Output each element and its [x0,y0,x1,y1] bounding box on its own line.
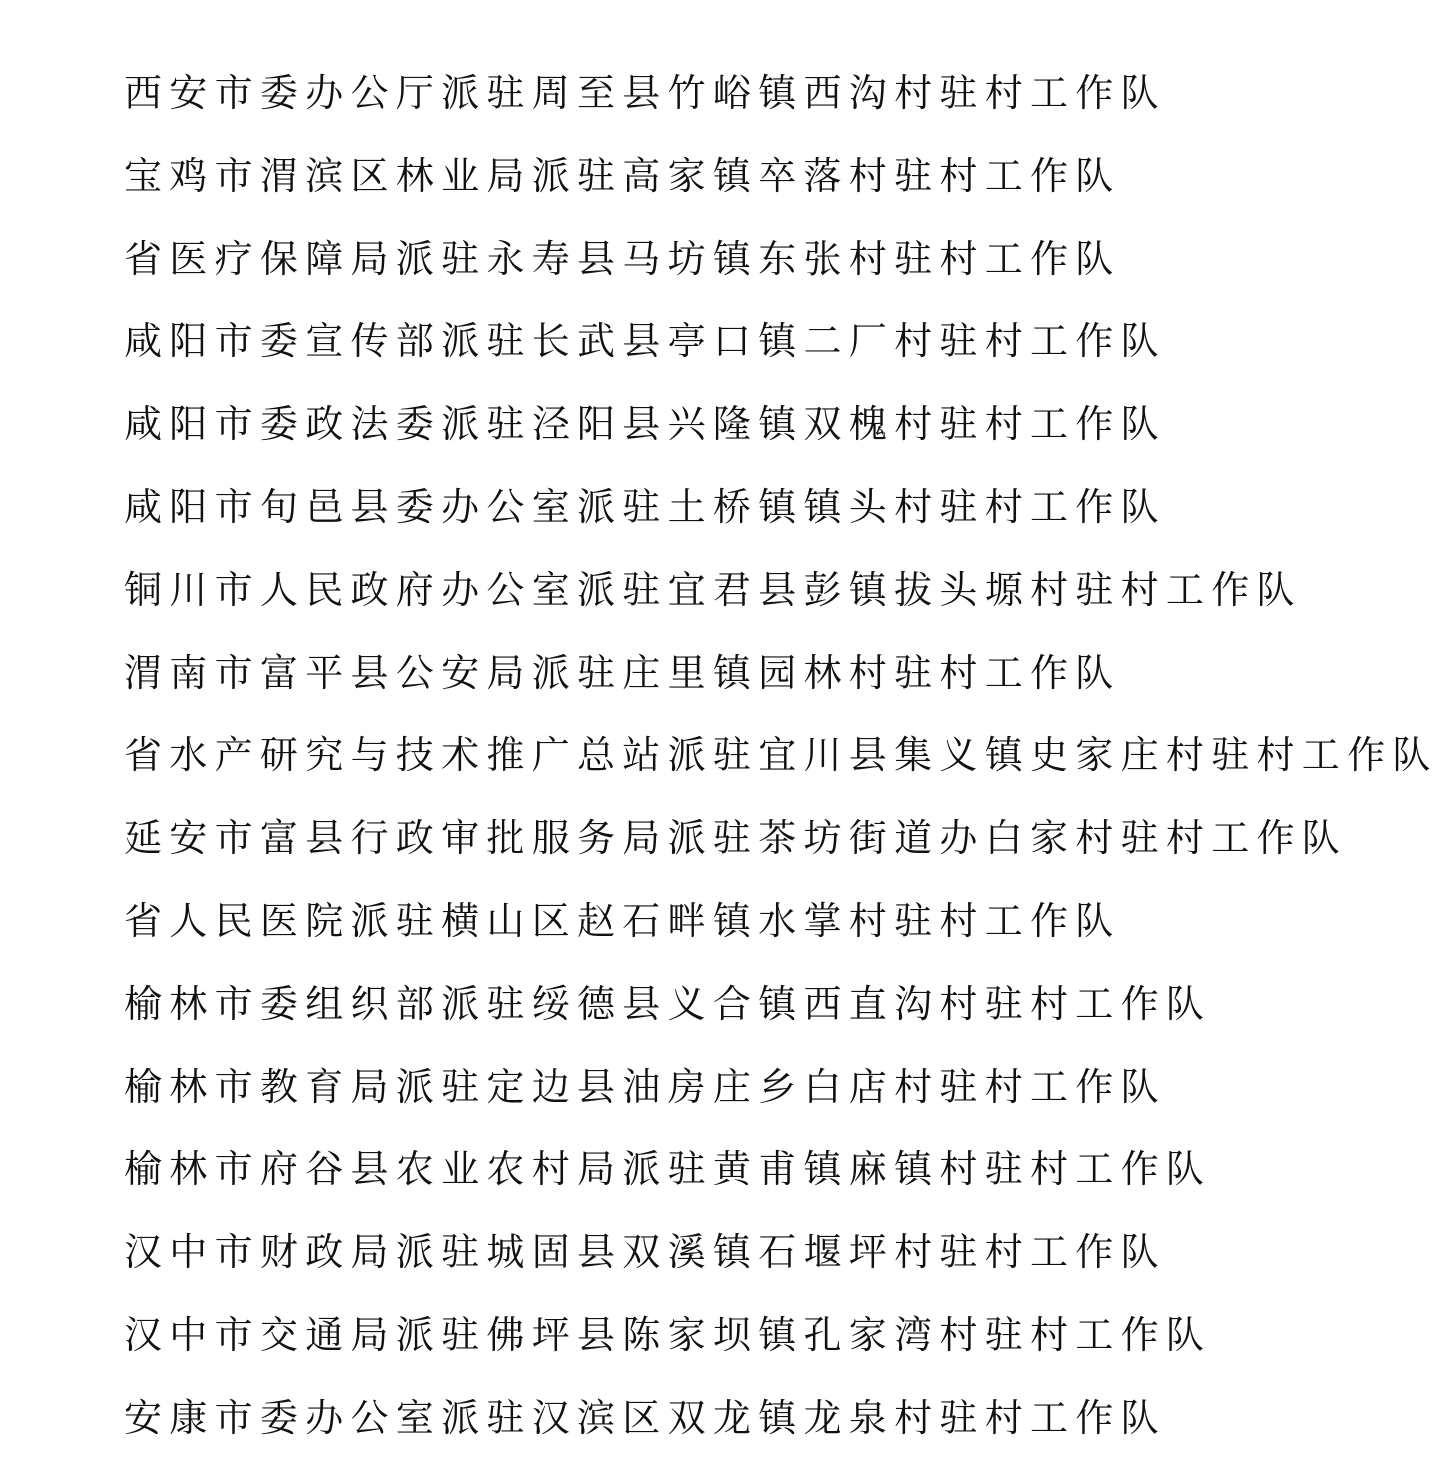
list-item: 宝鸡市渭滨区林业局派驻高家镇卒落村驻村工作队 [124,153,1121,198]
list-item: 榆林市教育局派驻定边县油房庄乡白店村驻村工作队 [124,1064,1166,1109]
list-item: 渭南市富平县公安局派驻庄里镇园林村驻村工作队 [124,650,1121,695]
list-item: 安康市委办公室派驻汉滨区双龙镇龙泉村驻村工作队 [124,1395,1166,1440]
list-item: 省医疗保障局派驻永寿县马坊镇东张村驻村工作队 [124,236,1121,281]
list-item: 咸阳市委政法委派驻泾阳县兴隆镇双槐村驻村工作队 [124,402,1166,447]
list-item: 铜川市人民政府办公室派驻宜君县彭镇拔头塬村驻村工作队 [124,567,1302,612]
list-item: 延安市富县行政审批服务局派驻茶坊街道办白家村驻村工作队 [124,816,1348,861]
list-item: 汉中市交通局派驻佛坪县陈家坝镇孔家湾村驻村工作队 [124,1312,1212,1357]
list-item: 榆林市府谷县农业农村局派驻黄甫镇麻镇村驻村工作队 [124,1147,1212,1192]
list-item: 咸阳市委宣传部派驻长武县亭口镇二厂村驻村工作队 [124,319,1166,364]
list-item: 西安市委办公厅派驻周至县竹峪镇西沟村驻村工作队 [124,71,1166,115]
work-team-list [124,62,1438,1470]
list-item: 省人民医院派驻横山区赵石畔镇水掌村驻村工作队 [124,898,1121,943]
list-item: 榆林市委组织部派驻绥德县义合镇西直沟村驻村工作队 [124,981,1212,1026]
list-item: 省水产研究与技术推广总站派驻宜川县集义镇史家庄村驻村工作队 [124,733,1438,778]
list-item: 汉中市财政局派驻城固县双溪镇石堰坪村驻村工作队 [124,1230,1166,1275]
list-item: 咸阳市旬邑县委办公室派驻土桥镇镇头村驻村工作队 [124,484,1166,529]
